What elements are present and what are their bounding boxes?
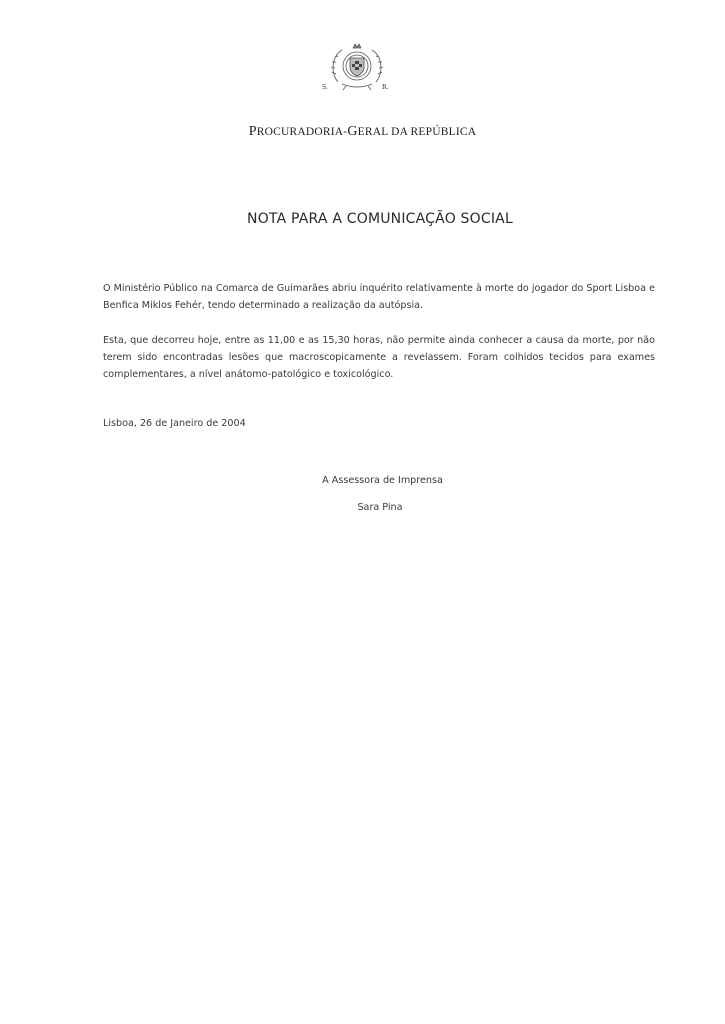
institution-dash: - xyxy=(343,126,348,138)
seal-letter-left: S. xyxy=(322,84,328,91)
institution-name xyxy=(0,124,725,140)
institution-initial-g: G xyxy=(347,124,358,139)
signatory-role: A Assessora de Imprensa xyxy=(322,475,443,486)
institution-initial-p: P xyxy=(248,124,257,139)
seal-letter-right: R. xyxy=(382,84,389,91)
coat-of-arms-emblem xyxy=(328,42,389,92)
paragraph-2: Esta, que decorreu hoje, entre as 11,00 e as 15,30 horas, não permite ainda conhecer a causa da morte, por não terem sido encontradas lesões que macroscopicamente a revelassem. Foram colhidos tecidos para exames complementares, a nível anátomo-patológico e toxicológico. xyxy=(103,334,655,380)
date-line: Lisboa, 26 de Janeiro de 2004 xyxy=(103,418,246,429)
institution-word-2: ERAL DA REPÚBLICA xyxy=(357,126,477,138)
institution-word-1: ROCURADORIA xyxy=(256,126,344,138)
signatory-name: Sara Pina xyxy=(357,502,403,513)
document-title: NOTA PARA A COMUNICAÇÃO SOCIAL xyxy=(247,211,513,227)
paragraph-1: O Ministério Público na Comarca de Guimarães abriu inquérito relativamente à morte do jogador do Sport Lisboa e Benfica Miklos Fehér, tendo determinado a realização da autópsia. xyxy=(103,282,655,311)
